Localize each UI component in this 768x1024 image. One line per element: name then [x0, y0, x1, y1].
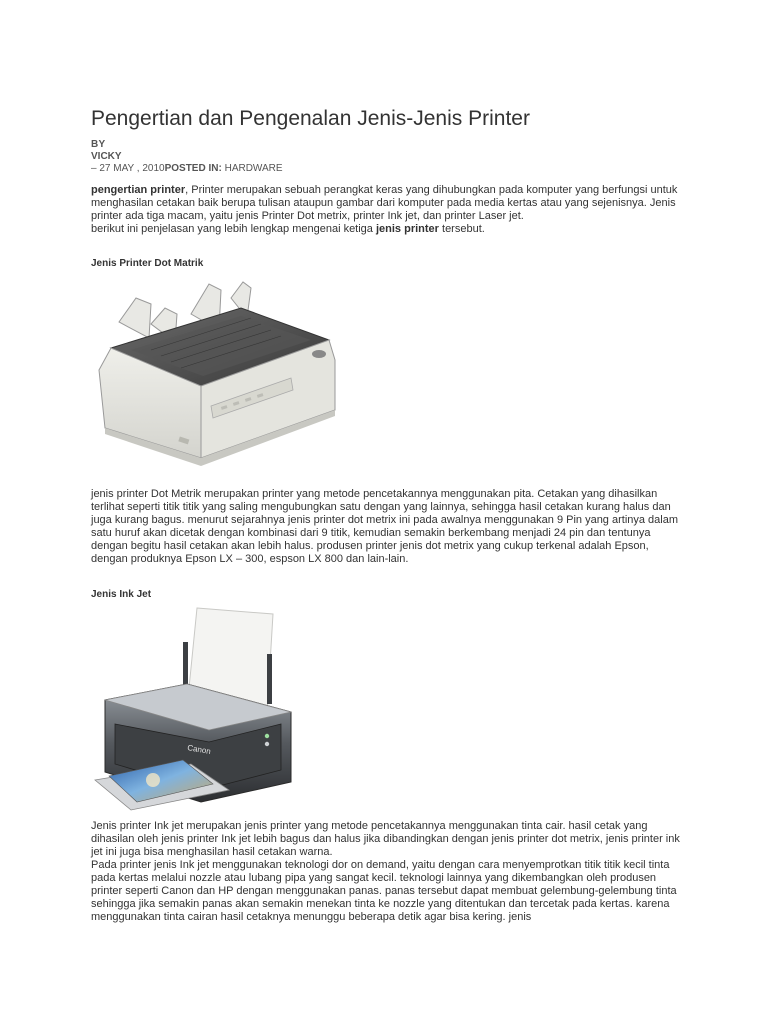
dot-matrix-paragraph: jenis printer Dot Metrik merupakan printer yang metode pencetakannya menggunakan pita. Cetakan yang dihasilkan terlihat seperti titik titik yang saling mengubungkan satu dengan yang lainnya, sehingga hasil cetakan kurang halus dan juga kurang bagus. menurut sejarahnya jenis printer dot metrix ini pada awalnya menggunakan 9 Pin yang artinya dalam satu huruf akan dicetak dengan kombinasi dari 9 titik, kemudian semakin berkembang menjadi 24 pin dan tentunya dengan begitu hasil cetakan akan lebih halus. produsen printer jenis dot metrix yang cukup terkenal adalah Epson, dengan produknya Epson LX – 300, espson LX 800 dan lain-lain.: [91, 488, 679, 565]
heading-dot-matrix: Jenis Printer Dot Matrik: [91, 258, 204, 269]
author-name[interactable]: VICKY: [91, 151, 122, 162]
posted-in-label: POSTED IN:: [164, 163, 222, 174]
ink-jet-printer-image: [91, 604, 301, 814]
intro-bold-keyword: jenis printer: [375, 223, 439, 235]
post-meta: [91, 163, 283, 174]
ink-jet-paragraph-2: Pada printer jenis Ink jet menggunakan teknologi dor on demand, yaitu dengan cara menyemprotkan titik titik kecil tinta pada kertas melalui nozzle atau lubang pipa yang sangat kecil. teknologi lainnya yang dikembangkan oleh produsen printer seperti Canon dan HP dengan menggunakan panas. panas tersebut dapat membuat gelembung-gelembung tinta sehingga jika semakin panas akan semakin menekan tinta ke nozzle yang ditentukan dan tercetak pada kertas. karena menggunakan tinta cairan hasil cetaknya menunggu beberapa detik agar bisa kering. jenis: [91, 859, 677, 923]
intro-text-2b: tersebut.: [438, 223, 485, 235]
intro-text: , Printer merupakan sebuah perangkat keras yang dihubungkan pada komputer yang berfungsi untuk menghasilan cetakan baik berupa tulisan ataupun gambar dari komputer pada media kertas atau yang sejenisnya. Jenis printer ada tiga macam, yaitu jenis Printer Dot metrix, printer Ink jet, dan printer Laser jet.: [91, 184, 678, 222]
intro-text-2a: berikut ini penjelasan yang lebih lengkap mengenai ketiga: [91, 223, 376, 235]
ink-jet-paragraph-1: Jenis printer Ink jet merupakan jenis printer yang metode pencetakannya menggunakan tinta cair. hasil cetak yang dihasilan oleh jenis printer Ink jet lebih bagus dan halus jika dibandingkan dengan jenis printer dot metrix, jenis printer ink jet ini juga bisa menghasilan hasil cetakan warna.: [91, 820, 680, 858]
category-link[interactable]: HARDWARE: [224, 163, 283, 174]
post-date: – 27 MAY , 2010: [91, 163, 165, 174]
intro-paragraph: [91, 184, 681, 236]
intro-bold-lead: pengertian printer: [91, 184, 186, 196]
by-label: BY: [91, 139, 106, 150]
brand-label: Canon: [186, 743, 212, 757]
heading-ink-jet: Jenis Ink Jet: [91, 589, 152, 600]
dot-matrix-printer-image: [91, 278, 343, 484]
article-title: Pengertian dan Pengenalan Jenis-Jenis Printer: [91, 107, 530, 130]
ink-jet-paragraph: [91, 820, 681, 924]
